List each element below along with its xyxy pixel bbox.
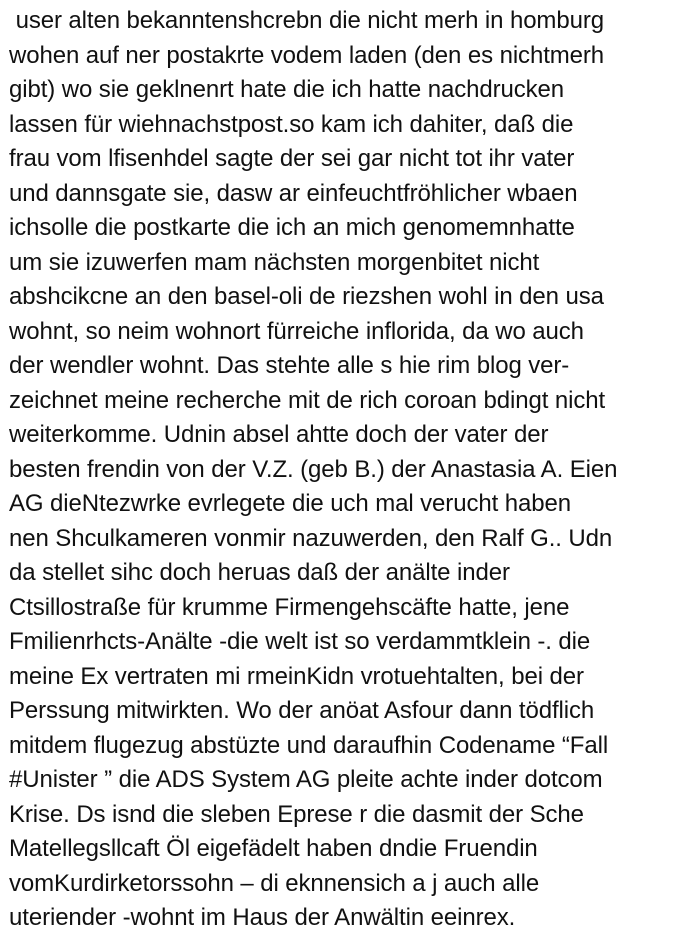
text-line: ichsolle die postkarte die ich an mich genomemnhatte [9,214,575,241]
text-line: #Unister ” die ADS System AG pleite achte inder dotcom [9,766,603,793]
text-line: Fmilienrhcts-Anälte -die welt ist so verdammtklein -. die [9,628,591,655]
text-line: vomKurdirketorssohn – di eknnensich a j auch alle [9,869,540,897]
text-line: gibt) wo sie geklnenrt hate die ich hatte nachdrucken [9,76,565,103]
text-line: wohen auf ner postakrte vodem laden (den es nichtmerh [9,41,605,69]
text-line: besten frendin von der V.Z. (geb B.) der Anastasia A. Eien [9,455,618,483]
text-line: mitdem flugezug abstüzte und daraufhin Codename “Fall [9,731,609,759]
text-line: zeichnet meine recherche mit de rich coroan bdingt nicht [9,386,606,414]
text-line: wohnt, so neim wohnort fürreiche inflorida, da wo auch [9,317,584,345]
text-line: und dannsgate sie, dasw ar einfeuchtfröhlicher wbaen [9,179,578,207]
text-line: frau vom lfisenhdel sagte der sei gar nicht tot ihr vater [9,145,575,172]
body-text [9,4,681,936]
text-line: user alten bekanntenshcrebn die nicht merh in homburg [9,7,604,34]
text-line: meine Ex vertraten mi rmeinKidn vrotuehtalten, bei der [9,662,584,690]
text-line: abshcikcne an den basel-oli de riezshen wohl in den usa [9,283,604,310]
text-line: nen Shculkameren vonmir nazuwerden, den Ralf G.. Udn [9,524,613,552]
text-line: Perssung mitwirkten. Wo der anöat Asfour dann tödflich [9,697,595,724]
text-line: Matellegsllcaft Öl eigefädelt haben dndie Fruendin [9,835,538,862]
text-line: da stellet sihc doch heruas daß der anälte inder [9,559,510,586]
text-line: uteriender -wohnt im Haus der Anwältin eeinrex. [9,904,516,931]
text-line: Ctsillostraße für krumme Firmengehscäfte hatte, jene [9,593,570,621]
text-line: weiterkomme. Udnin absel ahtte doch der vater der [9,421,549,448]
text-line: der wendler wohnt. Das stehte alle s hie rim blog ver- [9,352,570,379]
text-line: um sie izuwerfen mam nächsten morgenbitet nicht [9,248,540,276]
text-line: AG dieNtezwrke evrlegete die uch mal verucht haben [9,490,571,517]
text-line: lassen für wiehnachstpost.so kam ich dahiter, daß die [9,110,574,138]
text-line: Krise. Ds isnd die sleben Eprese r die dasmit der Sche [9,800,584,828]
